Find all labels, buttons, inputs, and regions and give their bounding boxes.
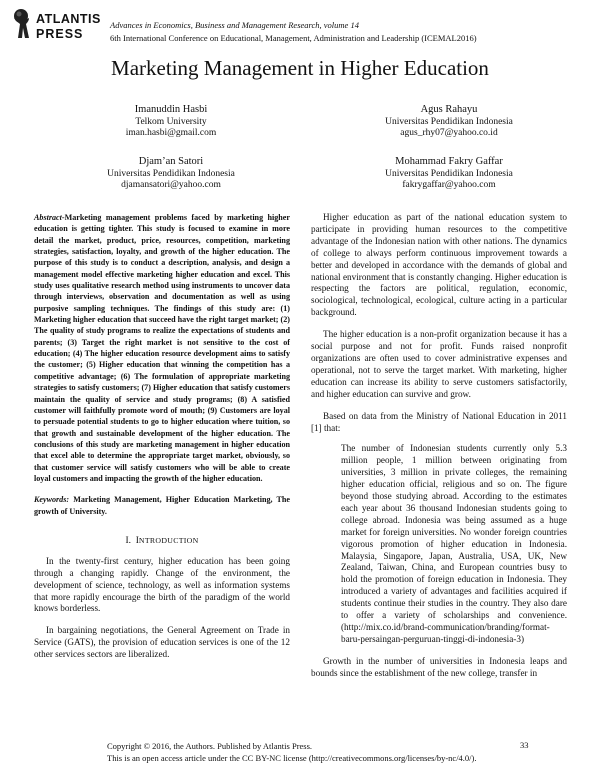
block-quote: The number of Indonesian students currently only 5.3 million people, 1 million between originating from universities, 3 million in private colleges, the remaining higher education official, religious and so on. The figure beyond those studying abroad. According to the estimates each year about 36 thousand Indonesian students going to college abroad. Indonesia was being assumed as a huge market for foreign universities. No wonder foreign countries vigorous promotion of higher education in Indonesia. Malaysia, Singapore, Japan, Australia, USA, UK, New Zealand, Taiwan, China, and European countries busy to hold the promotion of foreign education in Indonesia. They introduced a variety of advantages and facilities acquired if students continue their studies in the country. They also dare to offer a variety of scholarships and convenience. (http://mix.co.id/brand-communication/branding/format-baru-persaingan-perguruan-tinggi-di-indonesia-3) [341,443,567,644]
section-number: I. [125,535,131,546]
logo-text-line1: ATLANTIS [36,12,101,26]
author-name: Djam’an Satori [138,156,204,167]
atlas-figure-icon [10,8,34,40]
paper-title: Marketing Management in Higher Education [111,56,489,80]
footer [107,740,477,764]
body-paragraph: In bargaining negotiations, the General Agreement on Trade in Service (GATS), the provision of education services is one of the 12 other services sectors are liberalized. [34,625,290,660]
author-email: iman.hasbi@gmail.com [125,128,217,138]
author-affiliation: Universitas Pendidikan Indonesia [385,116,513,127]
body-paragraph: Growth in the number of universities in Indonesia leaps and bounds since the establishment of the new college, transfer in [311,655,567,678]
author-affiliation: Universitas Pendidikan Indonesia [107,168,235,179]
series-title: Advances in Economics, Business and Management Research, volume 14 [110,20,359,30]
author-block [51,104,291,140]
section-first-letter: I [135,535,139,546]
author-block [329,156,569,192]
logo-text-line2: PRESS [36,27,84,41]
keywords [34,494,290,517]
abstract [34,212,290,484]
copyright-notice: Copyright © 2016, the Authors. Published by Atlantis Press. [107,741,313,751]
body-paragraph: Higher education as part of the national education system to participate in providing human resources to the competitive advantage of the Indonesian nation with other nations. The dynamics of college to always perform continuous improvement towards a better and developed in accordance with the demands of global and national environment that is constantly changing. Higher education is respecting the factors are political, regulation, economic, sociological, technological, ecological, culture acting in a particular background. [311,212,567,318]
left-column [34,212,290,661]
conference-title: 6th International Conference on Educational, Management, Administration and Leadership (ICEMAL2016) [110,33,477,43]
author-email: fakrygaffar@yahoo.com [402,180,496,190]
body-paragraph: Based on data from the Ministry of National Education in 2011 [1] that: [311,410,567,433]
right-column [311,212,567,680]
page-number: 33 [520,740,529,750]
section-heading [34,535,290,548]
abstract-text: -Marketing management problems faced by marketing higher education is getting tighter. This study is focused to examine in more detail the market, product, price, resources, competition, marketing strategies, satisfaction, loyalty, and growth of the higher education. The purpose of this study is to conduct a description, analysis, and design a management model effective marketing higher education and excel. This study uses qualitative research method using instruments to uncover data through interviews, observation and documentation as well as using purposive sampling techniques. The findings of this study are: (1) Marketing higher education that succeed have the right target market; (2) The quality of study programs to realize the expectations of students and parents; (3) Target the right market is not sensitive to the cost of education; (4) The higher education resource development aims to satisfy the customer; (5) Higher education that winning the competition has a competitive advantage; (6) The formulation of appropriate marketing strategies to satisfy customers; (7) Higher education that satisfy customers maintain the quality of service and study programs; (8) A satisfied customer will faithfully promote word of mouth; (9) Customers are loyal to persuade potential students to go to higher education where tuition, so that growth and sustainable development of the higher education. The conclusions of this study are marketing management in higher education that excel able to determine the appropriate target market, obviously, so that customer service will satisfy customers who will be able to create loyal customers and impacting the growth of the higher education. [34,213,290,483]
author-email: agus_rhy07@yahoo.co.id [400,128,498,138]
author-name: Imanuddin Hasbi [134,104,208,115]
abstract-lead: Abstract [34,213,62,222]
author-name: Mohammad Fakry Gaffar [395,156,503,167]
publisher-logo [10,8,110,48]
keywords-lead: Keywords: [34,495,70,505]
body-paragraph: The higher education is a non-profit organization because it has a social purpose and not for profit. Funds raised nonprofit organizations are often used to cover administrative expenses and operational, not to serve the target market. With marketing, higher education can increase its ability to serve customers satisfactorily, and higher education can survive and grow. [311,329,567,399]
author-affiliation: Universitas Pendidikan Indonesia [385,168,513,179]
author-affiliation: Telkom University [135,116,207,127]
author-block [329,104,569,140]
author-email: djamansatori@yahoo.com [121,180,221,190]
author-name: Agus Rahayu [420,104,478,115]
section-rest: NTRODUCTION [138,535,199,545]
body-paragraph: In the twenty-first century, higher education has been going through a changing rapidly. Change of the environment, the development of science, technology, as well as information systems that more rapidly encourage the birth of the paradigm of the world knows borderless. [34,555,290,614]
author-block [51,156,291,192]
license-notice: This is an open access article under the CC BY-NC license (http://creativecommons.org/licenses/by-nc/4.0/). [107,753,477,763]
keywords-text: Marketing Management, Higher Education Marketing, The growth of University. [34,495,290,516]
